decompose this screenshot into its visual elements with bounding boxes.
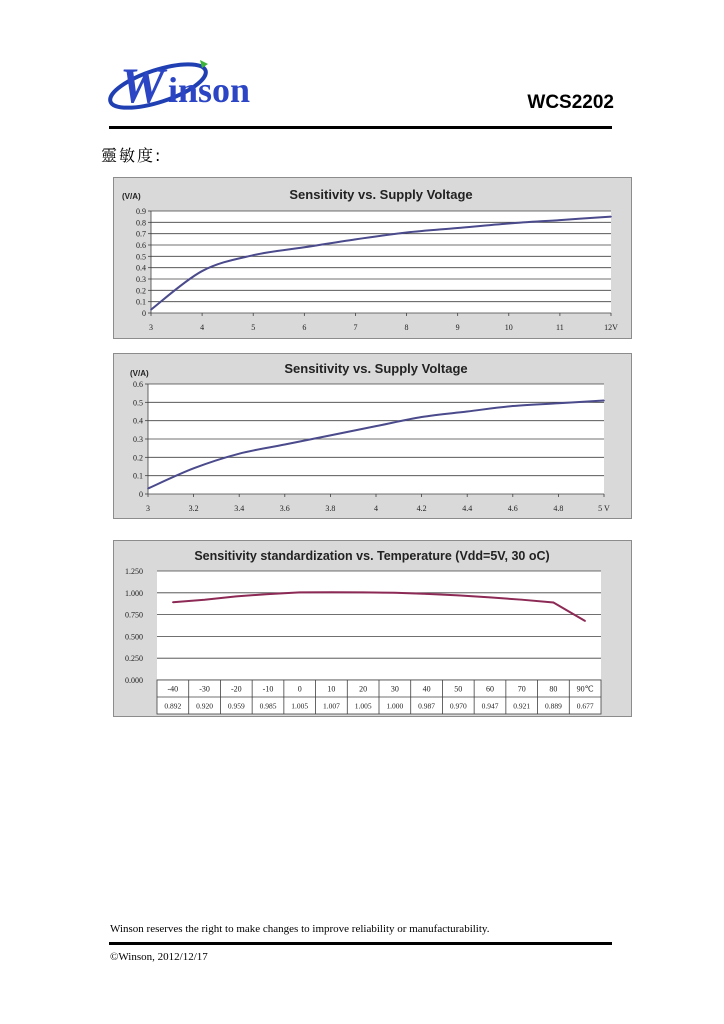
x-tick-label: 4.8: [553, 504, 564, 513]
data-point: [426, 593, 428, 595]
x-tick-label: 4.2: [416, 504, 427, 513]
data-point: [284, 444, 286, 446]
x-tick-label: 4: [374, 504, 378, 513]
x-category-label: 0: [297, 684, 302, 694]
data-point: [558, 402, 560, 404]
x-category-label: 10: [327, 684, 336, 694]
footer-note: Winson reserves the right to make changes to improve reliability or manufacturability.: [110, 923, 490, 935]
y-tick-label: 0.1: [136, 297, 146, 307]
x-tick-label: 3: [149, 323, 153, 332]
y-tick-label: 0.3: [136, 275, 146, 284]
y-tick-label: 0.5: [136, 252, 146, 262]
x-category-label: 30: [390, 684, 399, 694]
svg-text:W: W: [120, 57, 165, 113]
y-tick-label: 0.3: [133, 435, 143, 444]
footer-copyright: ©Winson, 2012/12/17: [110, 951, 208, 963]
y-tick-label: 0.6: [133, 380, 143, 389]
data-point: [172, 601, 174, 603]
y-tick-label: 0.5: [133, 398, 143, 408]
y-tick-label: 0.500: [125, 632, 143, 642]
y-tick-label: 0.8: [136, 218, 146, 228]
data-point: [252, 254, 254, 256]
y-tick-label: 0.9: [136, 207, 146, 216]
logo-graphic: [106, 50, 291, 114]
plot-area: [151, 211, 611, 313]
x-tick-label: 3: [146, 504, 150, 513]
plot-area: [157, 571, 601, 680]
data-point: [394, 592, 396, 594]
y-tick-label: 0.1: [133, 471, 143, 481]
table-value-cell: 0.959: [227, 701, 245, 711]
chart-panel-1: [113, 177, 632, 339]
data-point: [150, 309, 152, 311]
x-tick-label: 11: [556, 323, 564, 332]
data-point: [331, 591, 333, 593]
data-point: [553, 602, 555, 604]
x-category-label: 90℃: [576, 684, 594, 694]
chart-2: [114, 354, 631, 518]
table-value-cell: 0.677: [576, 701, 594, 711]
table-value-cell: 1.005: [291, 701, 309, 711]
table-value-cell: 0.889: [544, 701, 562, 711]
y-tick-label: 0.4: [133, 416, 143, 426]
data-point: [584, 620, 586, 622]
table-value-cell: 1.005: [354, 701, 372, 711]
svg-text:inson: inson: [168, 70, 251, 110]
x-tick-label: 4: [200, 323, 205, 332]
data-point: [489, 597, 491, 599]
x-category-label: -10: [262, 684, 274, 694]
data-point: [559, 219, 561, 221]
table-value-cell: 0.892: [164, 701, 182, 711]
data-point: [521, 599, 523, 601]
chart-panel-2: [113, 353, 632, 519]
x-category-label: -40: [167, 684, 179, 694]
x-tick-label: 9: [455, 323, 460, 332]
y-tick-label: 0.7: [136, 229, 146, 239]
x-tick-label: 10: [504, 323, 513, 332]
data-point: [267, 593, 269, 595]
x-tick-label: 6: [302, 323, 307, 332]
data-point: [375, 425, 377, 427]
data-point: [304, 246, 306, 248]
data-point: [299, 592, 301, 594]
x-tick-label: 4.6: [507, 504, 518, 513]
y-tick-label: 0.250: [125, 654, 143, 664]
y-axis-unit-label: (V/A): [122, 192, 141, 201]
data-point: [362, 592, 364, 594]
data-point: [466, 411, 468, 413]
data-point: [330, 435, 332, 437]
data-point: [603, 400, 605, 402]
chart-panel-3: [113, 540, 632, 717]
data-point: [355, 239, 357, 241]
x-category-label: 50: [454, 684, 463, 694]
y-tick-label: 0.000: [125, 676, 143, 685]
x-tick-label: 3.6: [279, 504, 290, 513]
x-tick-label: 3.2: [188, 504, 199, 513]
y-axis-unit-label: (V/A): [130, 369, 149, 378]
x-tick-label: 5: [251, 323, 256, 332]
data-point: [238, 453, 240, 455]
section-title: 靈敏度:: [101, 146, 163, 165]
data-point: [406, 232, 408, 234]
x-category-label: 80: [549, 684, 558, 694]
table-value-cell: 0.987: [418, 701, 436, 711]
x-category-label: -30: [199, 684, 210, 694]
table-value-cell: 1.000: [386, 701, 404, 711]
y-tick-label: 0.2: [133, 453, 143, 463]
table-value-cell: 0.947: [481, 701, 499, 711]
data-point: [421, 416, 423, 418]
data-point: [201, 270, 203, 272]
y-tick-label: 1.250: [125, 567, 143, 576]
data-point: [610, 216, 612, 218]
chart-1: [114, 178, 631, 338]
table-value-cell: 0.970: [449, 701, 467, 711]
data-point: [193, 468, 195, 470]
x-tick-label: 5 V: [598, 504, 610, 513]
x-tick-label: 12V: [604, 323, 618, 332]
x-category-label: -20: [230, 684, 242, 694]
data-point: [457, 595, 459, 597]
table-value-cell: 0.920: [196, 701, 214, 711]
y-tick-label: 0.6: [136, 241, 146, 250]
footer-rule: [109, 942, 612, 945]
data-point: [512, 405, 514, 407]
y-tick-label: 0.4: [136, 263, 146, 273]
x-category-label: 70: [517, 684, 526, 694]
header-rule: [109, 126, 612, 129]
y-tick-label: 1.000: [125, 588, 143, 598]
x-tick-label: 4.4: [462, 504, 473, 513]
y-tick-label: 0.2: [136, 286, 146, 296]
y-tick-label: 0.750: [125, 610, 143, 620]
chart-title: Sensitivity standardization vs. Temperature (Vdd=5V, 30 oC): [194, 549, 550, 563]
x-tick-label: 3.8: [325, 504, 336, 513]
document-code: WCS2202: [527, 92, 614, 113]
x-category-label: 20: [359, 684, 368, 694]
y-tick-label: 0: [139, 490, 143, 499]
x-category-label: 60: [486, 684, 494, 694]
y-tick-label: 0: [142, 309, 146, 318]
data-point: [147, 488, 149, 490]
x-tick-label: 7: [353, 323, 358, 332]
data-point: [204, 599, 206, 601]
x-tick-label: 3.4: [234, 504, 245, 513]
table-value-cell: 0.985: [259, 701, 277, 711]
data-point: [508, 223, 510, 225]
table-value-cell: 1.007: [322, 701, 340, 711]
data-point: [457, 227, 459, 229]
data-point: [235, 596, 237, 598]
winson-logo: [106, 50, 291, 114]
chart-title: Sensitivity vs. Supply Voltage: [289, 187, 473, 202]
chart-3: [114, 541, 631, 716]
x-category-label: 40: [422, 684, 431, 694]
x-tick-label: 8: [404, 323, 409, 332]
chart-title: Sensitivity vs. Supply Voltage: [284, 361, 468, 376]
table-value-cell: 0.921: [513, 701, 531, 711]
